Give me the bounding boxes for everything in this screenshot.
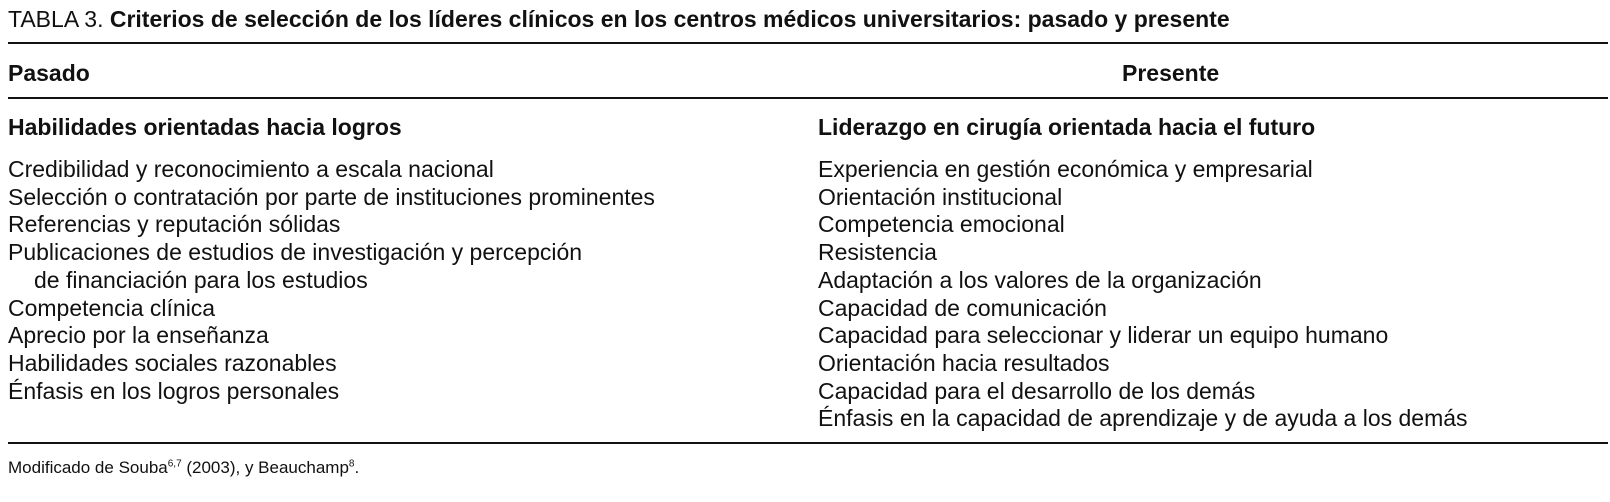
list-item: Capacidad de comunicación xyxy=(818,294,1107,321)
list-item: Aprecio por la enseñanza xyxy=(8,322,269,349)
list-item: Capacidad para seleccionar y liderar un equipo humano xyxy=(818,322,1389,349)
top-rule xyxy=(8,42,1608,44)
list-item: Orientación institucional xyxy=(818,183,1063,210)
footnote-reference: 8 xyxy=(348,458,355,470)
present-criteria-list xyxy=(818,156,1468,433)
past-criteria-list xyxy=(8,156,655,405)
list-item: Referencias y reputación sólidas xyxy=(8,211,341,238)
present-group-title: Liderazgo en cirugía orientada hacia el futuro xyxy=(818,114,1316,140)
list-item: Competencia emocional xyxy=(818,211,1065,238)
bottom-rule xyxy=(8,442,1608,444)
footnote-text: (2003), y Beauchamp xyxy=(181,458,349,477)
past-column xyxy=(8,112,655,405)
table-label: TABLA 3. xyxy=(8,6,104,32)
list-item-continuation: de financiación para los estudios xyxy=(34,266,368,293)
list-item: Énfasis en la capacidad de aprendizaje y de ayuda a los demás xyxy=(818,405,1468,432)
present-column xyxy=(818,112,1468,433)
list-item: Resistencia xyxy=(818,239,937,266)
list-item: Competencia clínica xyxy=(8,294,216,321)
header-rule xyxy=(8,97,1608,99)
table-title: Criterios de selección de los líderes clínicos en los centros médicos universitarios: pasado y presente xyxy=(109,6,1230,32)
table-footnote xyxy=(8,456,359,480)
past-group-title: Habilidades orientadas hacia logros xyxy=(8,114,402,140)
list-item: Selección o contratación por parte de instituciones prominentes xyxy=(8,183,655,210)
footnote-text: Modificado de Souba xyxy=(8,458,168,477)
column-header-present: Presente xyxy=(1122,60,1220,86)
list-item: Publicaciones de estudios de investigación y percepción xyxy=(8,239,583,266)
list-item: Habilidades sociales razonables xyxy=(8,349,337,376)
document-page xyxy=(8,0,1608,502)
column-header-past: Pasado xyxy=(8,60,90,86)
list-item: Orientación hacia resultados xyxy=(818,349,1110,376)
list-item: Énfasis en los logros personales xyxy=(8,377,340,404)
list-item: Experiencia en gestión económica y empresarial xyxy=(818,156,1313,182)
footnote-text: . xyxy=(354,458,360,477)
list-item: Adaptación a los valores de la organización xyxy=(818,266,1262,293)
list-item: Credibilidad y reconocimiento a escala nacional xyxy=(8,156,494,182)
table-caption xyxy=(8,4,1230,34)
list-item: Capacidad para el desarrollo de los demás xyxy=(818,377,1256,404)
footnote-reference: 6,7 xyxy=(167,458,182,470)
